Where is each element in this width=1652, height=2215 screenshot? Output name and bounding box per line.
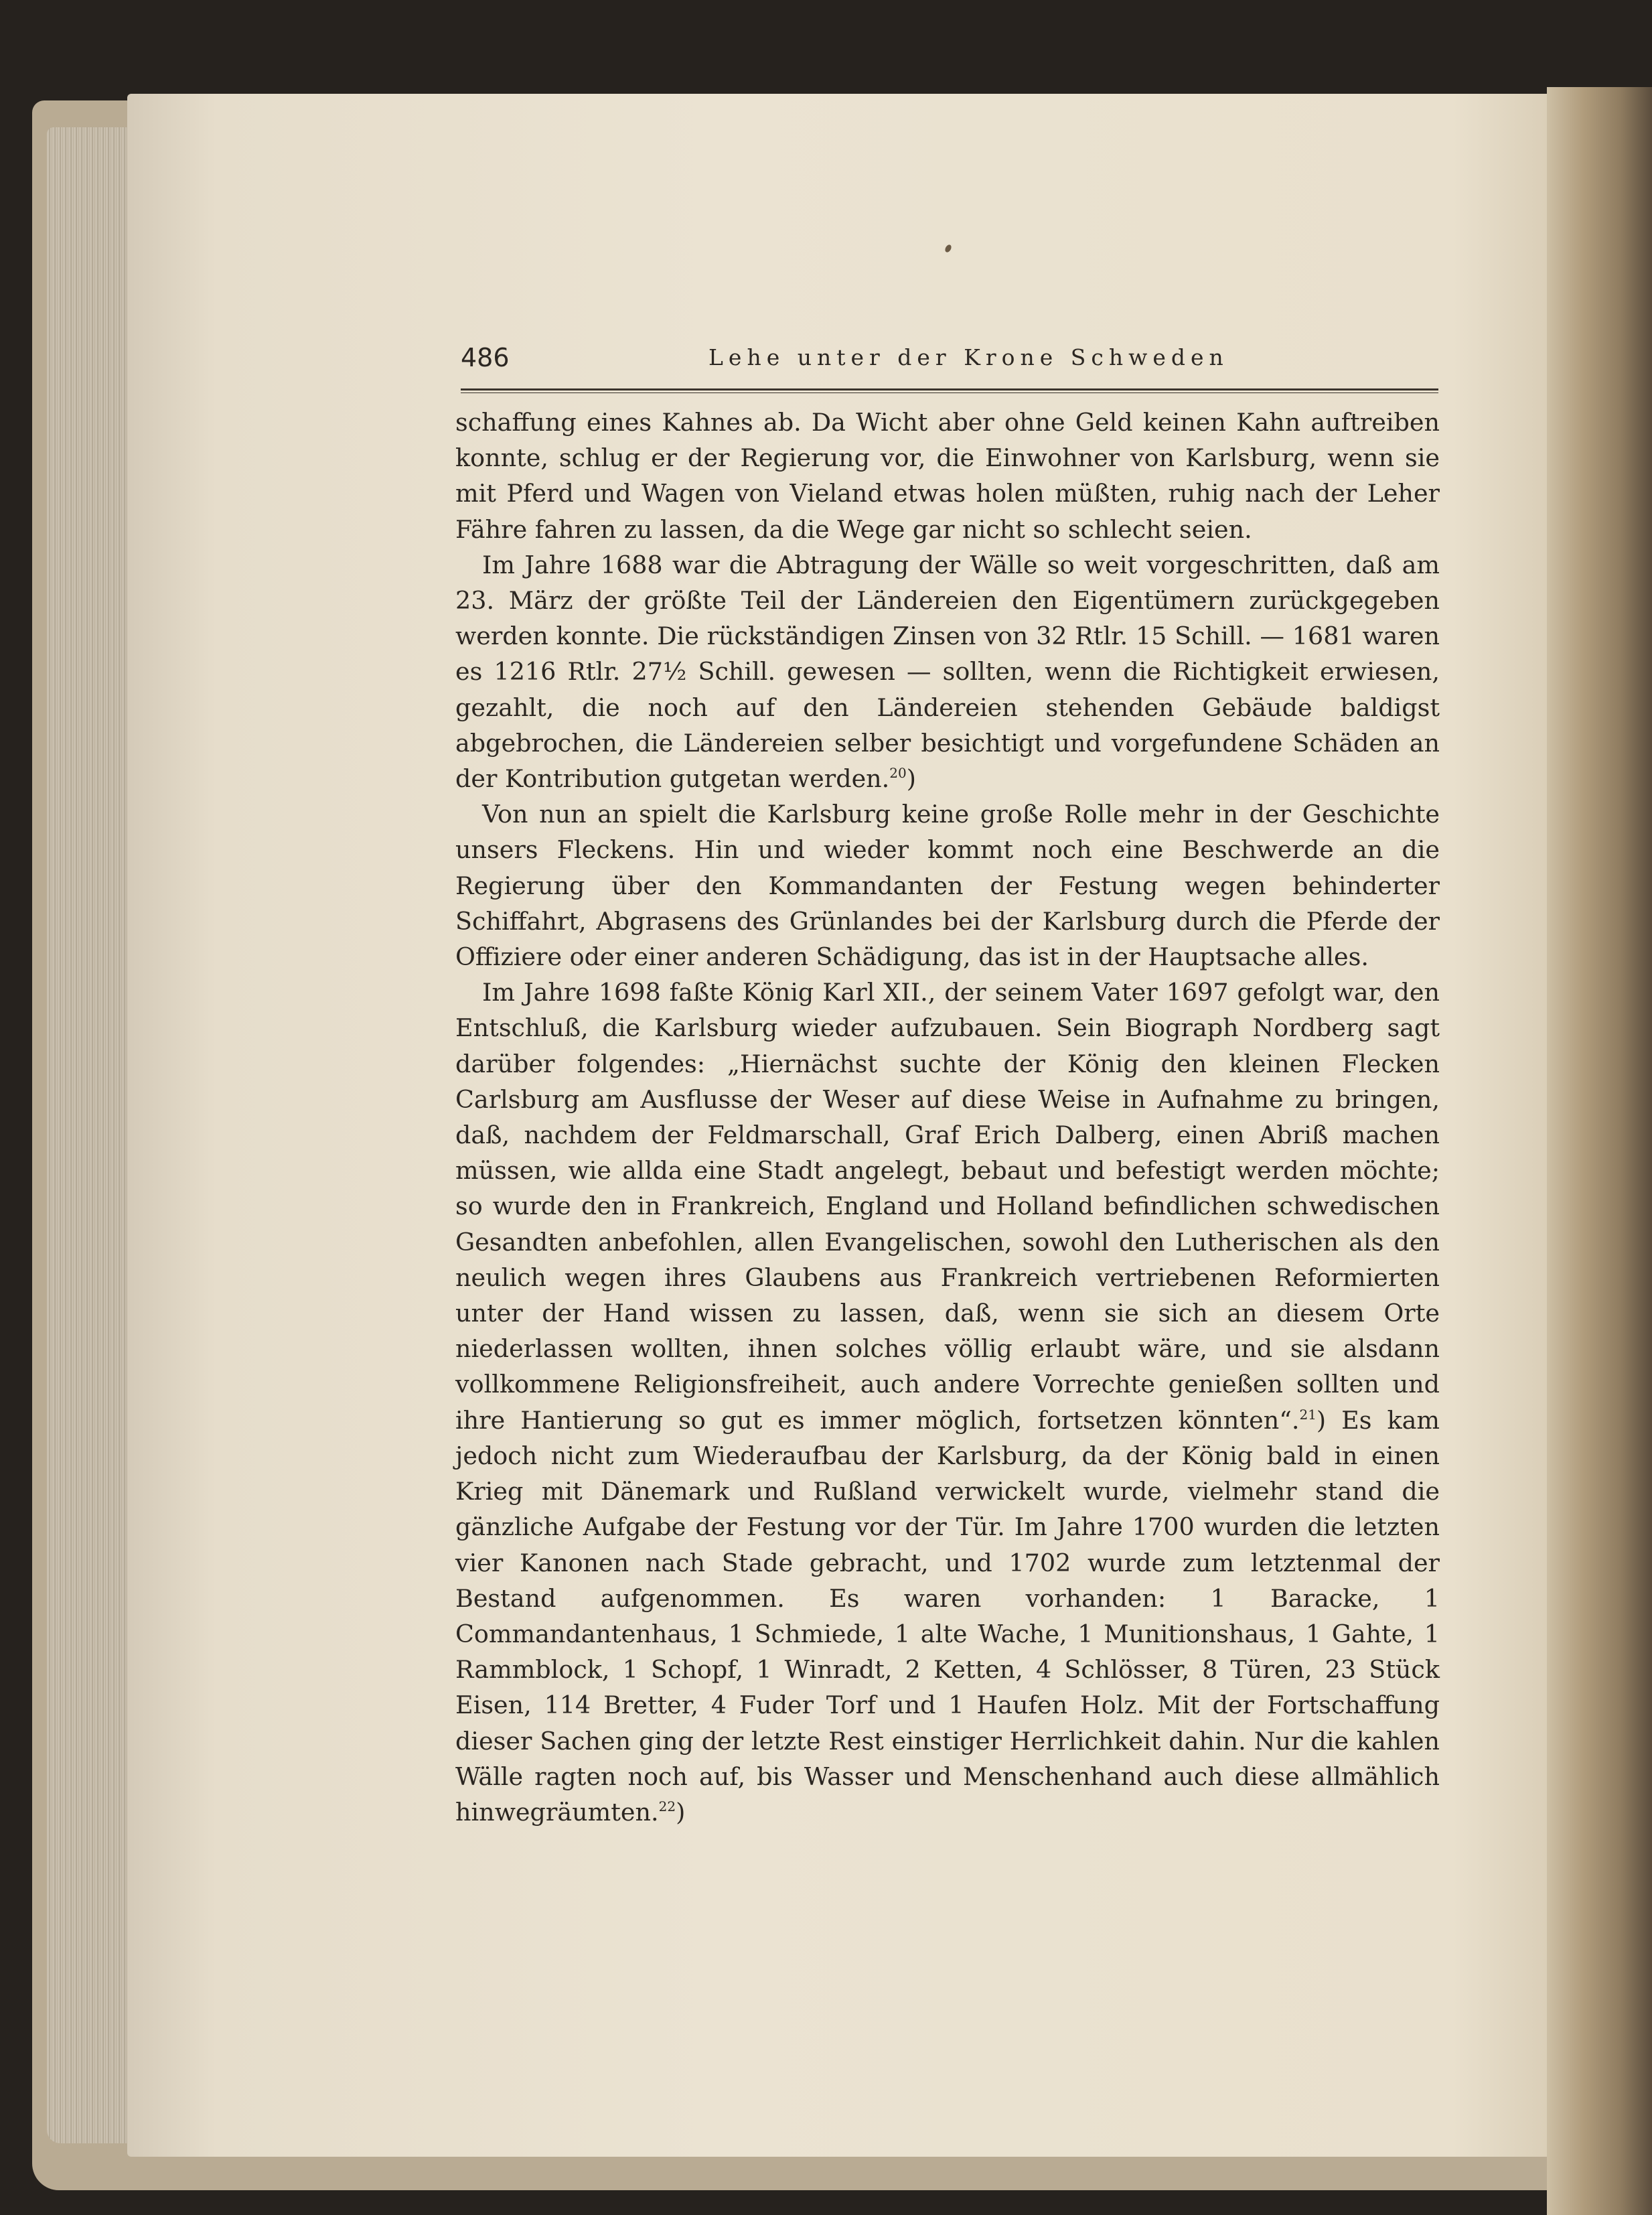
paragraph xyxy=(455,547,1440,796)
spine-fold xyxy=(1547,87,1652,2215)
paragraph-text: Im Jahre 1698 faßte König Karl XII., der seinem Vater 1697 gefolgt war, den Entschluß, die Karlsburg wieder aufzubauen. Sein Biograph Nordberg sagt darüber folgendes: „Hiernächst suchte der König den kleinen Flecken Carlsburg am Ausflusse der Weser auf diese Weise in Aufnahme zu bringen, daß, nachdem der Feldmarschall, Graf Erich Dalberg, einen Abriß machen müssen, wie allda eine Stadt angelegt, bebaut und befestigt werden möchte; so wurde den in Frankreich, England und Holland befindlichen schwedischen Gesandten anbefohlen, allen Evangelischen, sowohl den Lutherischen als den neulich wegen ihres Glaubens aus Frankreich vertriebenen Reformierten unter der Hand wissen zu lassen, daß, wenn sie sich an diesem Orte niederlassen wollten, ihnen solches völlig erlaubt wäre, und sie alsdann vollkommene Religionsfreiheit, auch andere Vorrechte genießen sollten und ihre Hantierung so gut es immer möglich, fortsetzen könnten“. xyxy=(455,978,1440,1435)
footnote-marker: 20 xyxy=(889,765,907,782)
paragraph-tail: ) xyxy=(676,1797,686,1827)
paragraph-tail: ) Es kam jedoch nicht zum Wiederaufbau der Karlsburg, da der König bald in einen Krieg mit Dänemark und Rußland verwickelt wurde, vielmehr stand die gänzliche Aufgabe der Festung vor der Tür. Im Jahre 1700 wurden die letzten vier Kanonen nach Stade gebracht, und 1702 wurde zum letztenmal der Bestand aufgenommen. Es waren vorhanden: 1 Baracke, 1 Commandantenhaus, 1 Schmiede, 1 alte Wache, 1 Munitionshaus, 1 Gahte, 1 Rammblock, 1 Schopf, 1 Winradt, 2 Ketten, 4 Schlösser, 8 Türen, 23 Stück Eisen, 114 Bretter, 4 Fuder Torf und 1 Haufen Holz. Mit der Fortschaffung dieser Sachen ging der letzte Rest einstiger Herrlichkeit dahin. Nur die kahlen Wälle ragten noch auf, bis Wasser und Menschenhand auch diese allmählich hinwegräumten. xyxy=(455,1405,1440,1827)
running-header xyxy=(461,343,1438,383)
paragraph-text: Im Jahre 1688 war die Abtragung der Wälle so weit vorgeschritten, daß am 23. März der größte Teil der Ländereien den Eigentümern zurückgegeben werden konnte. Die rückständigen Zinsen von 32 Rtlr. 15 Schill. — 1681 waren es 1216 Rtlr. 27½ Schill. gewesen — sollten, wenn die Richtigkeit erwiesen, gezahlt, die noch auf den Ländereien stehenden Gebäude baldigst abgebrochen, die Ländereien selber besichtigt und vorgefundene Schäden an der Kontribution gutgetan werden. xyxy=(455,550,1440,794)
footnote-marker: 21 xyxy=(1299,1406,1317,1423)
header-rule xyxy=(461,388,1438,393)
paragraph-text: Von nun an spielt die Karlsburg keine große Rolle mehr in der Geschichte unsers Fleckens. Hin und wieder kommt noch eine Beschwerde an die Regierung über den Kommandanten der Festung wegen behinderter Schiffahrt, Abgrasens des Grünlandes bei der Karlsburg durch die Pferde der Offiziere oder einer anderen Schädigung, das ist in der Hauptsache alles. xyxy=(455,800,1440,972)
body-text xyxy=(455,405,1440,1830)
paragraph xyxy=(455,796,1440,975)
footnote-marker: 22 xyxy=(658,1798,676,1814)
paragraph xyxy=(455,405,1440,547)
paragraph-tail: ) xyxy=(906,764,916,794)
paragraph-text: schaffung eines Kahnes ab. Da Wicht aber ohne Geld keinen Kahn auftreiben konnte, schlug er der Regierung vor, die Einwohner von Karlsburg, wenn sie mit Pferd und Wagen von Vieland etwas holen müßten, ruhig nach der Leher Fähre fahren zu lassen, da die Wege gar nicht so schlecht seien. xyxy=(455,408,1440,544)
paragraph xyxy=(455,975,1440,1830)
running-title: Lehe unter der Krone Schweden xyxy=(708,344,1229,370)
page-number: 486 xyxy=(461,343,510,372)
